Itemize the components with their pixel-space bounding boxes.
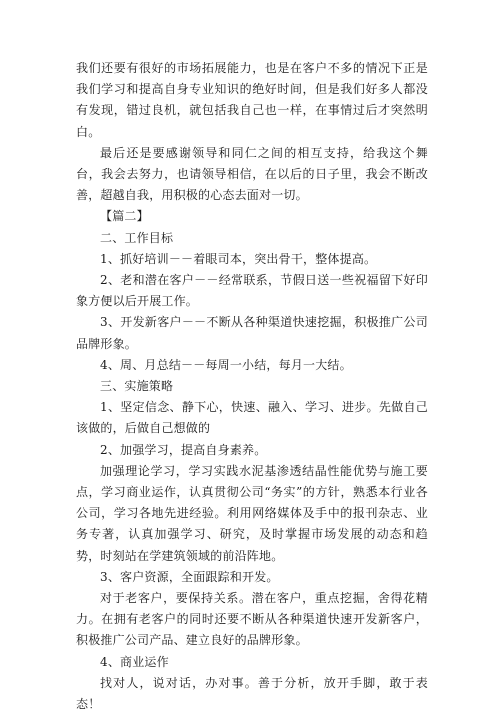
goal-item-3: 3、开发新客户－－不断从各种渠道快速挖掘，积极推广公司品牌形象。	[76, 315, 428, 351]
paragraph-business-operation: 找对人，说对话，办对事。善于分析，放开手脚，敢于表态！	[76, 675, 428, 712]
strategy-item-4: 4、商业运作	[100, 654, 169, 669]
paragraph-market-expansion: 我们还要有很好的市场拓展能力，也是在客户不多的情况下正是我们学习和提高自身专业知识的绝好时间，但是我们好多人都没有发现，错过良机，就包括我自己也一样，在事情过后才突然明白。	[76, 61, 428, 139]
heading-strategy: 三、实施策略	[100, 379, 174, 394]
paragraph-theory-study: 加强理论学习，学习实践水泥基渗透结晶性能优势与施工要点，学习商业运作，认真贯彻公司“务实”的方针，熟悉本行业各公司，学习各地先进经验。利用网络媒体及手中的报刊杂志、业务专著，认真加强学习、研究，及时掌握市场发展的动态和趋势，时刻站在学建筑领域的前沿阵地。	[76, 463, 428, 563]
document-body	[76, 58, 428, 715]
strategy-item-2: 2、加强学习，提高自身素养。	[100, 442, 267, 457]
paragraph-customers: 对于老客户，要保持关系。潜在客户，重点挖掘，舍得花精力。在拥有老客户的同时还要不断从各种渠道快速开发新客户，积极推广公司产品、建立良好的品牌形象。	[76, 591, 428, 648]
strategy-item-1: 1、坚定信念、静下心，快速、融入、学习、进步。先做自己该做的，后做自己想做的	[76, 400, 428, 436]
goal-item-4: 4、周、月总结－－每周一小结，每月一大结。	[100, 357, 352, 372]
goal-item-1: 1、抓好培训－－着眼司本，突出骨干，整体提高。	[100, 251, 377, 266]
section-heading-part-two: 【篇二】	[100, 209, 149, 224]
heading-work-goals: 二、工作目标	[100, 230, 174, 245]
strategy-item-3: 3、客户资源，全面跟踪和开发。	[100, 569, 279, 584]
paragraph-thanks: 最后还是要感谢领导和同仁之间的相互支持，给我这个舞台，我会去努力，也请领导相信，在以后的日子里，我会不断改善，超越自我，用积极的心态去面对一切。	[76, 145, 428, 203]
goal-item-2: 2、老和潜在客户－－经常联系，节假日送一些祝福留下好印象方便以后开展工作。	[76, 273, 428, 309]
